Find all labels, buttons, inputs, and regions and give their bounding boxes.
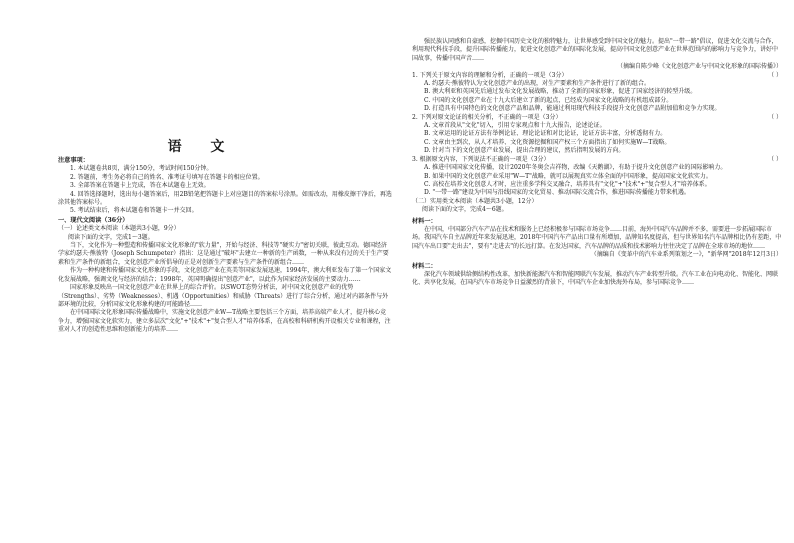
note-item: 3. 全部答案在答题卡上完成，答在本试题卷上无效。 (70, 182, 210, 190)
part-instruction: 阅读下面的文字，完成1～3题。 (68, 233, 154, 241)
passage-paragraph: 强民族认同感和自豪感，挖掘中国历史文化的独特魅力，让世界感受到中国文化的魅力。提出"一带一路"倡议，促进文化交流与合作，利用现代科技手段，提升国际传播能力，促进文化创意产业的国际化发展，提高中国文化创意产业在世界范围内的影响力与竞争力，讲好中国故事，传播中国声音…… (412, 38, 779, 62)
answer-bracket: （ ） (768, 155, 782, 163)
question-2-stem: 2. 下列对原文论证的相关分析，不正确的一项是（3分） (412, 113, 562, 121)
option-b: B. 如果中国的文化创意产业采用"W—T"战略，就可以展现真实立体全面的中国形象，提高国家文化软实力。 (424, 172, 712, 180)
passage-paragraph: 在中国国际文化形象国际传播战略中，实施文化创意产业W—T战略主要包括三个方面，培养高端产业人才，提升核心竞争力，增强国家文化软实力，建立多层次"文化"+"技术"+"复合型人才"培养体系，在高校和科研机构开设相关专业和课程，注重对人才的创造性思维和创新能力的培养…… (58, 309, 391, 334)
right-column (406, 0, 794, 543)
question-1-stem: 1. 下列关于原文内容的理解和分析，正确的一项是（3分） (412, 71, 568, 79)
question-2 (412, 114, 782, 122)
right-content (412, 38, 782, 288)
answer-bracket: （ ） (768, 113, 782, 121)
option-a: A. 文章首段从"文化"切入，引用专家观点和十九大报告，论述论证。 (424, 122, 606, 130)
passage-paragraph: 国家形象反映出一国文化创意产业在世界上的综合评价。以SWOT态势分析法，对中国文化创意产业的优势（Strengths）、劣势（Weaknesses）、机遇（Opportunities）和威胁（Threats）进行了综合分析，通过对内部条件与外部环境的比较，分析国家文化形象构建的可能路径…… (58, 284, 389, 308)
option-c: C. 中国的文化创意产业在十九大后建立了新的起点，已经成为国家文化战略的有机组成部分。 (424, 96, 673, 104)
option-d: D. 针对当下的文化创意产业发展，提出合理的建议，然后指明发展的方向。 (424, 147, 625, 155)
material-1-text: 在中国，中国部分汽车产品在技术和服务上已经积极参与国际市场竞争……目前，海外中国汽车品牌并不多，需要进一步拓展国际市场。我国汽车自主品牌近年来发展迅速，2018年中国汽车产品出口量有所增加，品牌知名度提高，但与世界知名汽车品牌相比仍有差距，中国汽车出口要"走出去"，要有"走进去"的长远打算。在发达国家，汽车品牌的品质和技术影响力往往决定了品牌在全球市场的地位…… (412, 225, 782, 250)
passage-paragraph: 作为一种构建和传播国家文化形象的手段，文化创意产业在英美等国家发展迅速，1994年，澳大利亚发布了第一个国家文化发展战略，强调文化与经济的结合；1998年，英国明确提出"创意产业"，以此作为国家经济发展的主要动力…… (58, 267, 392, 283)
notes-heading: 注意事项： (58, 157, 89, 164)
question-3 (412, 156, 782, 164)
option-b: B. 澳大利亚和英国先后通过发布文化发展战略，推动了全新的国家形象，促进了国家经济的转型升级。 (424, 88, 697, 96)
part-heading: （二）实用类文本阅读（本题共3小题，12分） (412, 197, 538, 205)
part-heading: （一）论述类文本阅读（本题共3小题，9分） (58, 225, 180, 233)
option-b: B. 文章运用的论证方法有举例论证、理论论证和对比论证，论证方法丰富，分析透彻有力。 (424, 130, 667, 138)
material-1-label: 材料一： (412, 217, 437, 225)
note-item: 1. 本试题卷共8页，满分150分，考试时间150分钟。 (70, 165, 213, 173)
part-instruction: 阅读下面的文字，完成4～6题。 (422, 206, 508, 214)
option-d: D. 打造具有中国特色的文化创意产品和品牌，能通过利用现代科技手段提升文化创意产品附加值和竞争力实现。 (424, 105, 721, 113)
option-c: C. 文章由主到次，从人才培养、文化资源挖掘和国产权三个方面指出了如何实施W—T战略。 (424, 138, 671, 146)
note-item: 5. 考试结束后，将本试题卷和答题卡一并交回。 (70, 207, 198, 215)
option-a: A. 推进中国国家文化传播，设计2020年冬奥会吉祥物，改编《天鹅湖》，有助于提升文化创意产业的国际影响力。 (424, 164, 727, 172)
option-d: D. "一带一路"建设为中国与沿线国家的文化贸易、推动国际交流合作，推进国际传播能力带来机遇。 (424, 189, 690, 197)
note-item: 4. 回答选择题时，选出每小题答案后，用2B铅笔把答题卡上对应题目的答案标号涂黑。如需改动，用橡皮擦干净后，再选涂其他答案标号。 (58, 190, 392, 207)
note-item: 2. 答题前，考生务必将自己的姓名、准考证号填写在答题卡的相应位置。 (70, 173, 264, 181)
question-3-stem: 3. 根据原文内容，下列说法不正确的一项是（3分） (412, 155, 550, 163)
material-1-source: （摘编自《变革中的汽车业系列策划之一》，"新华网"2018年12月3日） (590, 251, 782, 259)
answer-bracket: （ ） (768, 71, 782, 79)
question-1 (412, 72, 782, 80)
section-heading: 一、现代文阅读（36分） (58, 216, 129, 224)
passage-paragraph: 当下，文化作为一种塑造和传播国家文化形象的"软力量"，开始与经济、科技等"硬实力"密切关联，彼此互动。德国经济学家约瑟夫·熊彼特（Joseph Schumpeter）指出：这是通过"破坏"去建立一种新的生产函数，一种从来没有过的关于生产要素和生产条件的新组合，文化创意产业所倡导的正是对创新生产要素与生产条件的新组合…… (58, 242, 389, 266)
notes-block (58, 157, 392, 335)
option-c: C. 高校在培养文化创意人才时，应注重多学科交叉融合，培养具有"文化"+"技术"+"复合型人才"培养体系。 (424, 180, 711, 188)
material-2-label: 材料二： (412, 262, 437, 270)
material-2-text: 深化汽车领域供给侧结构性改革，加快新能源汽车和智能网联汽车发展，推动汽车产业转型升级。汽车工业在向电动化、智能化、网联化、共享化发展，在国内汽车市场竞争日益激烈的背景下，中国汽车企业加快海外布局，参与国际竞争…… (412, 270, 779, 287)
paper-title: 语 文 (167, 139, 237, 155)
passage-source: （摘编自陈少峰《文化创意产业与中国文化形象的国际传播》） (616, 63, 782, 71)
option-a: A. 约瑟夫·熊彼特认为文化创意产业的出现，对生产要素和生产条件进行了新的组合。 (424, 80, 651, 88)
